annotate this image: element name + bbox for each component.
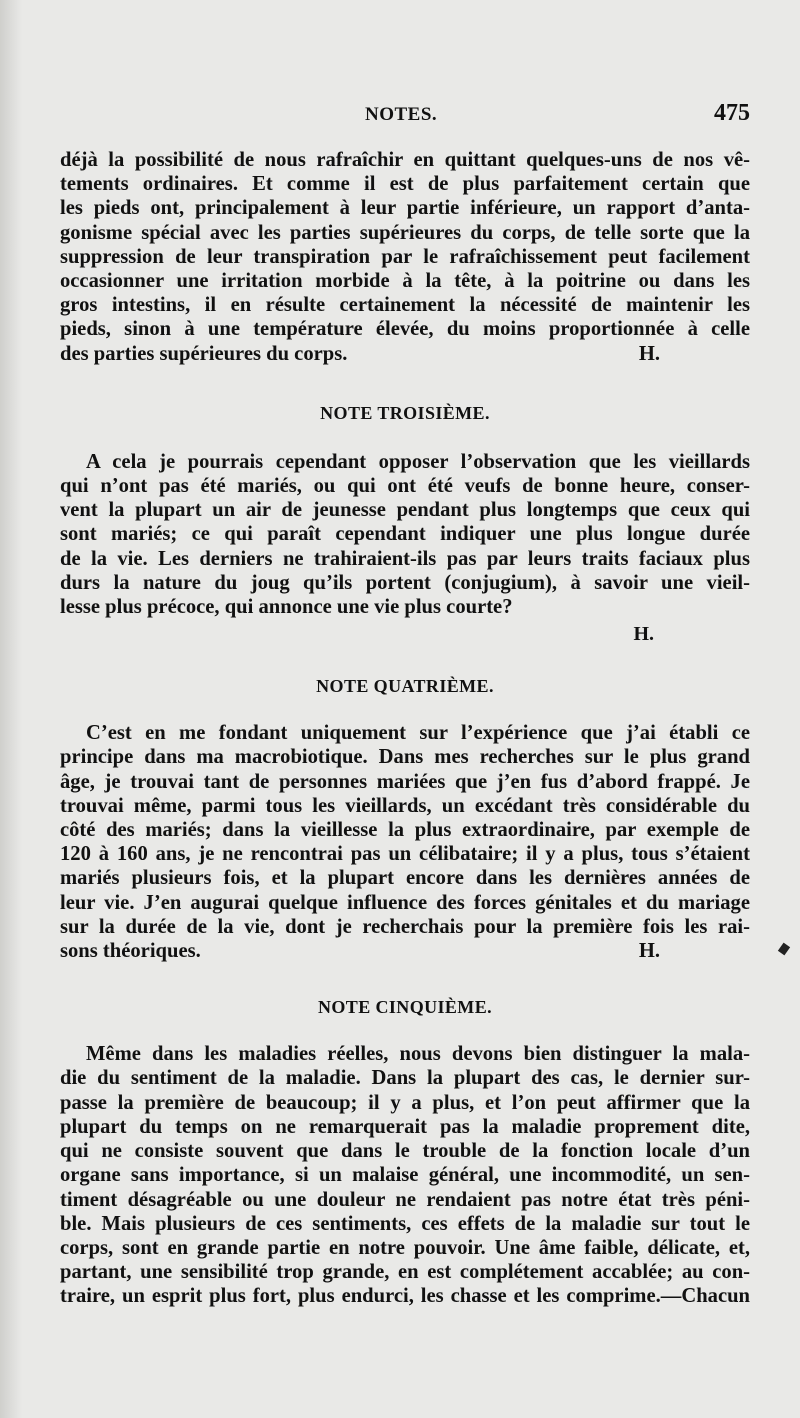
ink-mark	[778, 943, 790, 956]
text-line: tements ordinaires. Et comme il est de plus parfaitement certain que	[60, 173, 750, 196]
text-line: gros intestins, il en résulte certainement la nécessité de maintenir les	[60, 294, 750, 317]
text-line: organe sans importance, si un malaise général, une incommodité, un sen-	[60, 1164, 750, 1187]
page-number: 475	[714, 100, 750, 126]
text-line: de la vie. Les derniers ne trahiraient-ils pas par leurs traits faciaux plus	[60, 547, 750, 570]
text-line: 120 à 160 ans, je ne rencontrai pas un célibataire; il y a plus, tous s’étaient	[60, 843, 750, 866]
text-line: occasionner une irritation morbide à la tête, à la poitrine ou dans les	[60, 270, 750, 293]
text-line: qui n’ont pas été mariés, ou qui ont été veufs de bonne heure, conser-	[60, 475, 750, 498]
text-line: partant, une sensibilité trop grande, en est complétement accablée; au con-	[60, 1261, 750, 1284]
text-line: pieds, sinon à une température élevée, du moins proportionnée à celle	[60, 318, 750, 341]
text-line: trouvai même, parmi tous les vieillards, un excédant très considérable du	[60, 794, 750, 817]
text-line	[60, 342, 750, 366]
text-line: A cela je pourrais cependant opposer l’observation que les vieillards	[86, 450, 750, 473]
note-heading: NOTE CINQUIÈME.	[317, 997, 493, 1018]
text-line: ble. Mais plusieurs de ces sentiments, ces effets de la maladie sur tout le	[60, 1212, 750, 1235]
text-line: sur la durée de la vie, dont je recherchais pour la première fois les rai-	[60, 915, 750, 938]
text-line: vent la plupart un air de jeunesse pendant plus longtemps que ceux qui	[60, 499, 750, 522]
signature: H.	[638, 940, 660, 963]
text-line: leur vie. J’en augurai quelque influence des forces génitales et du mariage	[60, 891, 750, 914]
text-line: mariés plusieurs fois, et la plupart encore dans les dernières années de	[60, 867, 750, 890]
text-line: principe dans ma macrobiotique. Dans mes recherches sur le plus grand	[60, 746, 750, 769]
text-line: lesse plus précoce, qui annonce une vie plus courte?	[60, 596, 513, 619]
text-line: côté des mariés; dans la vieillesse la plus extraordinaire, par exemple de	[60, 819, 750, 842]
book-page	[60, 96, 750, 1309]
text-line: Même dans les maladies réelles, nous devons bien distinguer la mala-	[86, 1043, 750, 1066]
text-line: sont mariés; ce qui paraît cependant indiquer une plus longue durée	[60, 523, 750, 546]
text-line: passe la première de beaucoup; il y a plus, et l’on peut affirmer que la	[60, 1091, 750, 1114]
text-line: les pieds ont, principalement à leur partie inférieure, un rapport d’anta-	[60, 197, 750, 220]
text-line: gonisme spécial avec les parties supérieures du corps, de telle sorte que la	[60, 221, 750, 244]
text-line: die du sentiment de la maladie. Dans la plupart des cas, le dernier sur-	[60, 1067, 750, 1090]
text-line: âge, je trouvai tant de personnes mariées que j’en fus d’abord frappé. Je	[60, 770, 750, 793]
text-line: déjà la possibilité de nous rafraîchir en quittant quelques-uns de nos vê-	[60, 149, 750, 171]
text-line: C’est en me fondant uniquement sur l’expérience que j’ai établi ce	[86, 722, 750, 745]
scan-edge	[0, 0, 22, 1418]
paragraph-note-4	[60, 721, 750, 963]
text-line	[60, 939, 750, 963]
signature: H.	[638, 342, 660, 365]
note-heading: NOTE TROISIÈME.	[320, 402, 490, 423]
text-line: plupart du temps on ne remarquerait pas la maladie proprement dite,	[60, 1115, 750, 1138]
text-line: corps, sont en grande partie en notre pouvoir. Une âme faible, délicate, et,	[60, 1236, 750, 1259]
running-title: NOTES.	[365, 104, 438, 125]
signature: H.	[633, 623, 654, 646]
text-line-content: sons théoriques.	[60, 940, 201, 963]
text-line-content: des parties supérieures du corps.	[60, 342, 348, 365]
text-line: timent désagréable ou une douleur ne rendaient pas notre état très péni-	[60, 1188, 750, 1211]
note-heading: NOTE QUATRIÈME.	[316, 676, 494, 697]
paragraph-note-3	[60, 450, 750, 619]
running-head	[60, 96, 750, 132]
text-line: durs la nature du joug qu’ils portent (conjugium), à savoir une vieil-	[60, 571, 750, 594]
text-line: traire, un esprit plus fort, plus endurci, les chasse et les comprime.—Chacun	[60, 1285, 750, 1308]
text-line: suppression de leur transpiration par le rafraîchissement peut facilement	[60, 245, 750, 268]
paragraph-continuation	[60, 148, 750, 366]
text-line: qui ne consiste souvent que dans le trouble de la fonction locale d’un	[60, 1140, 750, 1163]
paragraph-note-5	[60, 1042, 750, 1308]
